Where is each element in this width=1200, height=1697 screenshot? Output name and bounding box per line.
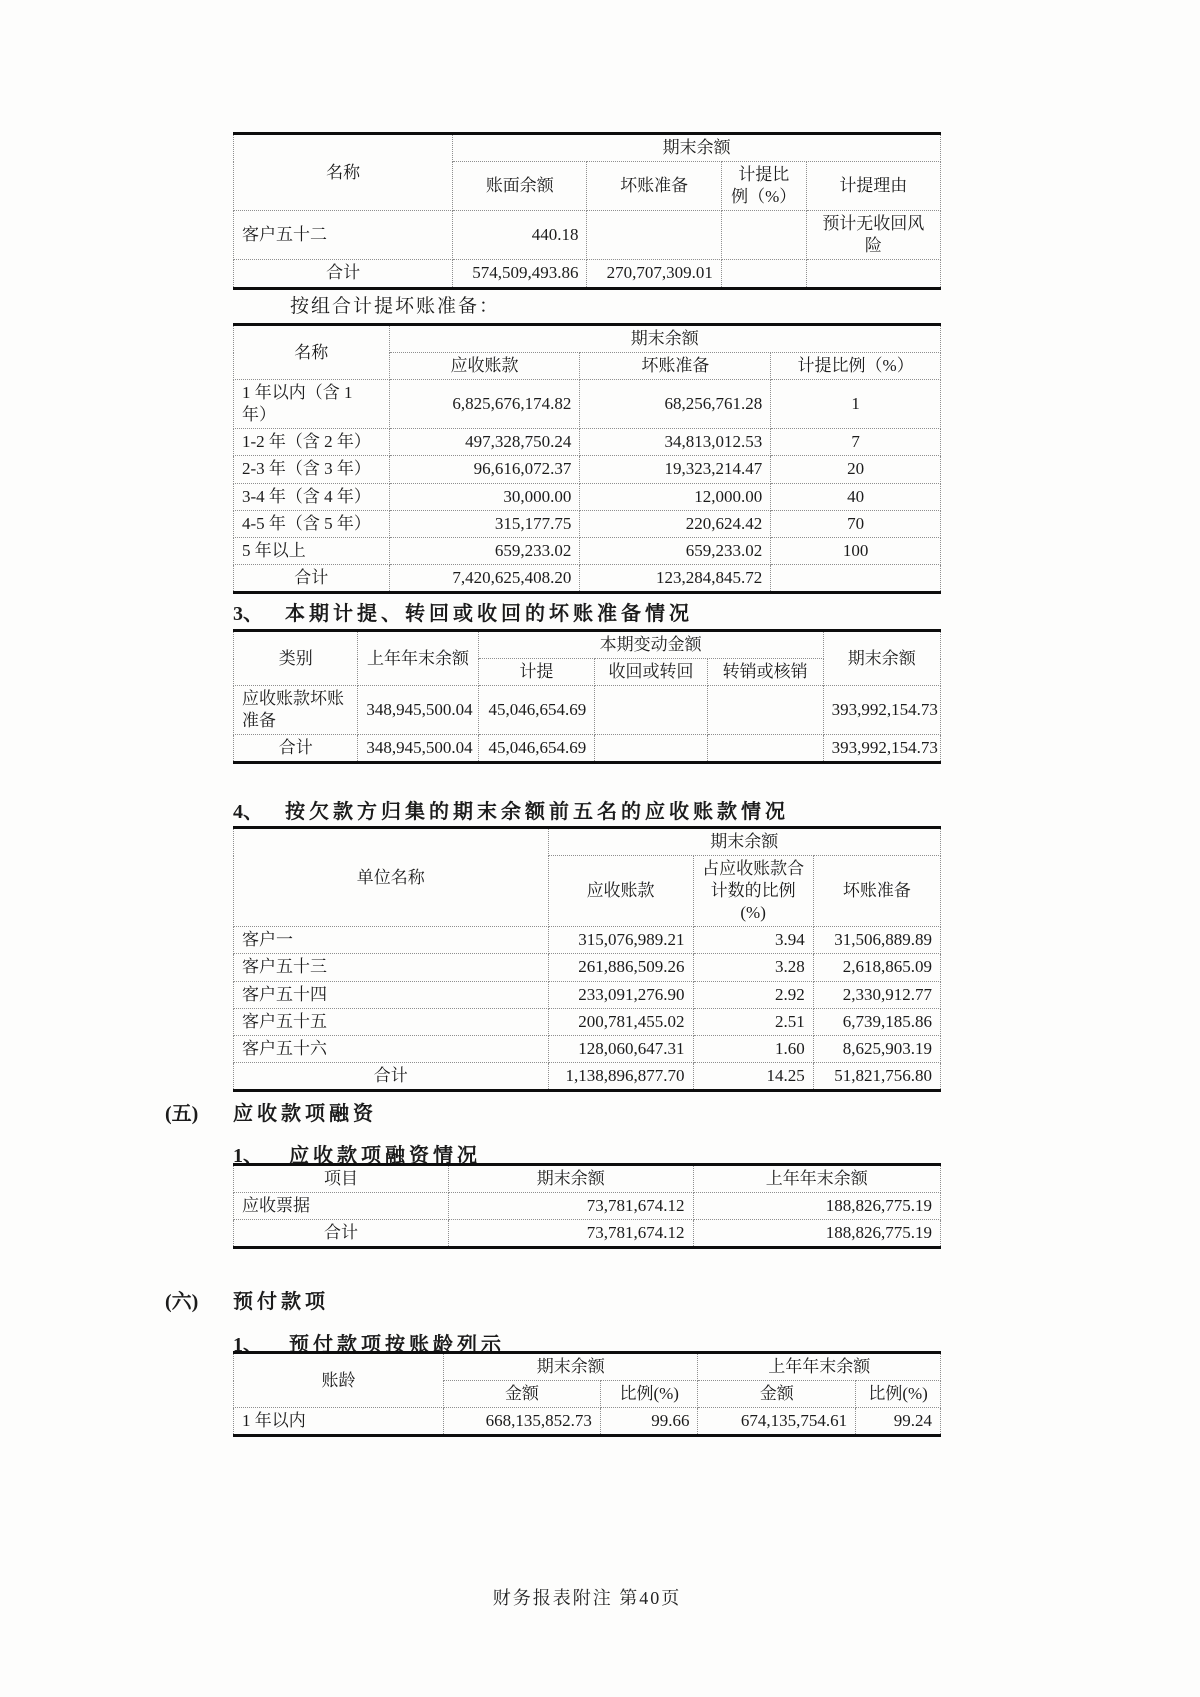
receivables-financing-table-wrapper	[233, 1163, 941, 1249]
prepayments-aging-table-wrapper	[233, 1351, 941, 1437]
col-header-company: 单位名称	[234, 828, 549, 927]
cell-aging: 1-2 年（含 2 年）	[234, 429, 390, 456]
cell-company: 客户五十五	[234, 1008, 549, 1035]
cell-company: 客户五十四	[234, 981, 549, 1008]
cell-accounts-receivable: 128,060,647.31	[548, 1035, 693, 1062]
total-row	[234, 260, 941, 288]
table-row	[234, 927, 941, 954]
section-3-number: 3、	[233, 603, 263, 625]
col-header-name: 名称	[234, 134, 453, 211]
provision-by-group-aging-table	[233, 323, 941, 594]
cell-ratio-of-total: 2.92	[693, 981, 813, 1008]
col-header-accrual: 计提	[478, 659, 595, 686]
cell-company: 客户五十三	[234, 954, 549, 981]
cell-amount-prev: 674,135,754.61	[698, 1408, 856, 1436]
col-header-ratio-of-total: 占应收账款合计数的比例(%)	[693, 856, 813, 927]
cell-writeoff	[707, 735, 823, 763]
table-row	[234, 380, 941, 429]
col-header-amount-prev: 金额	[698, 1381, 856, 1408]
table-row	[234, 1408, 941, 1436]
group-provision-intro: 按组合计提坏账准备：	[290, 296, 501, 317]
cell-accounts-receivable: 315,177.75	[389, 510, 580, 537]
table-row	[234, 211, 941, 260]
cell-category: 合计	[234, 735, 358, 763]
cell-bad-debt: 68,256,761.28	[580, 380, 771, 429]
col-header-aging: 账龄	[234, 1353, 444, 1408]
cell-provision-ratio: 40	[771, 483, 941, 510]
section-5-sub-title: 应收款项融资情况	[289, 1145, 481, 1167]
cell-provision-ratio: 100	[771, 537, 941, 564]
table-row	[234, 510, 941, 537]
col-group-period-end: 期末余额	[443, 1353, 698, 1381]
col-group-current-change: 本期变动金额	[478, 631, 823, 659]
col-header-bad-debt: 坏账准备	[813, 856, 940, 927]
col-header-period-end: 期末余额	[823, 631, 940, 686]
cell-bad-debt: 123,284,845.72	[580, 564, 771, 592]
cell-company: 合计	[234, 1062, 549, 1090]
cell-provision-ratio	[771, 564, 941, 592]
cell-company: 客户一	[234, 927, 549, 954]
col-group-period-end: 期末余额	[389, 325, 940, 353]
section-6-sub-title: 预付款项按账龄列示	[289, 1334, 505, 1356]
cell-aging: 1 年以内	[234, 1408, 444, 1436]
col-group-period-end: 期末余额	[548, 828, 940, 856]
cell-provision-ratio	[721, 211, 806, 260]
cell-aging: 4-5 年（含 5 年）	[234, 510, 390, 537]
table-row	[234, 429, 941, 456]
total-row	[234, 1062, 941, 1090]
section-4-title: 按欠款方归集的期末余额前五名的应收账款情况	[285, 801, 789, 823]
cell-ratio-of-total: 3.28	[693, 954, 813, 981]
cell-bad-debt: 6,739,185.86	[813, 1008, 940, 1035]
col-header-period-end: 期末余额	[448, 1165, 693, 1193]
cell-bad-debt: 8,625,903.19	[813, 1035, 940, 1062]
cell-ratio-end: 99.66	[600, 1408, 698, 1436]
cell-prev-year-end: 348,945,500.04	[358, 735, 478, 763]
total-row	[234, 735, 941, 763]
col-header-provision-ratio: 计提比例（%）	[721, 162, 806, 211]
cell-ratio-of-total: 1.60	[693, 1035, 813, 1062]
cell-company: 客户五十六	[234, 1035, 549, 1062]
col-header-provision-reason: 计提理由	[806, 162, 940, 211]
cell-prev-year-end: 188,826,775.19	[693, 1193, 940, 1220]
cell-bad-debt: 34,813,012.53	[580, 429, 771, 456]
cell-book-balance: 574,509,493.86	[453, 260, 587, 288]
table-row	[234, 483, 941, 510]
cell-category: 应收账款坏账准备	[234, 686, 358, 735]
section-3-heading	[233, 597, 693, 626]
provision-movement-table-wrapper	[233, 629, 941, 764]
section-4-heading	[233, 795, 789, 824]
cell-aging: 2-3 年（含 3 年）	[234, 456, 390, 483]
cell-accounts-receivable: 315,076,989.21	[548, 927, 693, 954]
cell-recover	[595, 686, 707, 735]
cell-writeoff	[707, 686, 823, 735]
cell-accrual: 45,046,654.69	[478, 735, 595, 763]
col-header-ratio-end: 比例(%)	[600, 1381, 698, 1408]
cell-bad-debt: 51,821,756.80	[813, 1062, 940, 1090]
table-row	[234, 1008, 941, 1035]
cell-accounts-receivable: 1,138,896,877.70	[548, 1062, 693, 1090]
cell-bad-debt: 31,506,889.89	[813, 927, 940, 954]
cell-aging: 合计	[234, 564, 390, 592]
section-5-number: (五)	[165, 1103, 199, 1125]
cell-provision-ratio: 7	[771, 429, 941, 456]
cell-aging: 5 年以上	[234, 537, 390, 564]
table-row	[234, 456, 941, 483]
section-6-sub-number: 1、	[233, 1334, 263, 1356]
table-row	[234, 1193, 941, 1220]
cell-period-end: 73,781,674.12	[448, 1220, 693, 1248]
cell-bad-debt: 12,000.00	[580, 483, 771, 510]
cell-accounts-receivable: 7,420,625,408.20	[389, 564, 580, 592]
cell-bad-debt: 19,323,214.47	[580, 456, 771, 483]
col-group-period-end: 期末余额	[453, 134, 941, 162]
cell-period-end: 393,992,154.73	[823, 686, 940, 735]
cell-accounts-receivable: 659,233.02	[389, 537, 580, 564]
cell-accrual: 45,046,654.69	[478, 686, 595, 735]
cell-provision-ratio: 20	[771, 456, 941, 483]
col-header-accounts-receivable: 应收账款	[548, 856, 693, 927]
cell-provision-ratio: 70	[771, 510, 941, 537]
cell-aging: 3-4 年（含 4 年）	[234, 483, 390, 510]
section-6-heading	[165, 1285, 329, 1314]
col-header-provision-ratio: 计提比例（%）	[771, 353, 941, 380]
cell-item: 合计	[234, 1220, 449, 1248]
col-group-prev-year-end: 上年年末余额	[698, 1353, 941, 1381]
page-footer: 财务报表附注 第40页	[492, 1588, 682, 1608]
cell-bad-debt: 270,707,309.01	[587, 260, 721, 288]
cell-accounts-receivable: 497,328,750.24	[389, 429, 580, 456]
col-header-prev-year-end: 上年年末余额	[693, 1165, 940, 1193]
cell-bad-debt: 659,233.02	[580, 537, 771, 564]
cell-amount-end: 668,135,852.73	[443, 1408, 600, 1436]
section-6-title: 预付款项	[233, 1291, 329, 1313]
receivables-financing-table	[233, 1163, 941, 1249]
table-row	[234, 954, 941, 981]
total-row	[234, 564, 941, 592]
prepayments-aging-table	[233, 1351, 941, 1437]
cell-ratio-of-total: 2.51	[693, 1008, 813, 1035]
cell-provision-ratio	[721, 260, 806, 288]
table-row	[234, 686, 941, 735]
provision-by-item-table	[233, 132, 941, 290]
table-row	[234, 537, 941, 564]
cell-provision-reason: 预计无收回风险	[806, 211, 940, 260]
cell-prev-year-end: 188,826,775.19	[693, 1220, 940, 1248]
cell-accounts-receivable: 200,781,455.02	[548, 1008, 693, 1035]
cell-name: 客户五十二	[234, 211, 453, 260]
provision-movement-table	[233, 629, 941, 764]
col-header-bad-debt: 坏账准备	[580, 353, 771, 380]
cell-bad-debt	[587, 211, 721, 260]
cell-bad-debt: 2,618,865.09	[813, 954, 940, 981]
cell-period-end: 393,992,154.73	[823, 735, 940, 763]
table-row	[234, 1035, 941, 1062]
cell-accounts-receivable: 96,616,072.37	[389, 456, 580, 483]
cell-accounts-receivable: 30,000.00	[389, 483, 580, 510]
cell-provision-reason	[806, 260, 940, 288]
cell-recover	[595, 735, 707, 763]
table-row	[234, 981, 941, 1008]
section-6-number: (六)	[165, 1291, 199, 1313]
header-row	[234, 631, 941, 659]
header-row	[234, 828, 941, 856]
col-header-writeoff: 转销或核销	[707, 659, 823, 686]
header-row	[234, 325, 941, 353]
section-5-title: 应收款项融资	[233, 1103, 377, 1125]
col-header-category: 类别	[234, 631, 358, 686]
cell-accounts-receivable: 233,091,276.90	[548, 981, 693, 1008]
col-header-amount-end: 金额	[443, 1381, 600, 1408]
cell-name: 合计	[234, 260, 453, 288]
section-3-title: 本期计提、转回或收回的坏账准备情况	[285, 603, 693, 625]
header-row	[234, 134, 941, 162]
col-header-item: 项目	[234, 1165, 449, 1193]
cell-prev-year-end: 348,945,500.04	[358, 686, 478, 735]
total-row	[234, 1220, 941, 1248]
cell-provision-ratio: 1	[771, 380, 941, 429]
cell-ratio-prev: 99.24	[856, 1408, 941, 1436]
section-4-number: 4、	[233, 801, 263, 823]
cell-bad-debt: 220,624.42	[580, 510, 771, 537]
col-header-ratio-prev: 比例(%)	[856, 1381, 941, 1408]
header-row	[234, 1165, 941, 1193]
cell-book-balance: 440.18	[453, 211, 587, 260]
cell-item: 应收票据	[234, 1193, 449, 1220]
col-header-bad-debt: 坏账准备	[587, 162, 721, 211]
top-five-receivables-table-wrapper	[233, 826, 941, 1092]
col-header-prev-year-end: 上年年末余额	[358, 631, 478, 686]
col-header-name: 名称	[234, 325, 390, 380]
cell-ratio-of-total: 14.25	[693, 1062, 813, 1090]
cell-bad-debt: 2,330,912.77	[813, 981, 940, 1008]
cell-accounts-receivable: 261,886,509.26	[548, 954, 693, 981]
top-five-receivables-table	[233, 826, 941, 1092]
col-header-accounts-receivable: 应收账款	[389, 353, 580, 380]
cell-period-end: 73,781,674.12	[448, 1193, 693, 1220]
cell-ratio-of-total: 3.94	[693, 927, 813, 954]
cell-aging: 1 年以内（含 1 年）	[234, 380, 390, 429]
provision-by-item-table-wrapper	[233, 132, 941, 290]
header-row	[234, 1353, 941, 1381]
col-header-recover: 收回或转回	[595, 659, 707, 686]
col-header-book-balance: 账面余额	[453, 162, 587, 211]
provision-by-group-table-wrapper	[233, 323, 941, 594]
cell-accounts-receivable: 6,825,676,174.82	[389, 380, 580, 429]
section-5-heading	[165, 1097, 377, 1126]
section-5-sub-number: 1、	[233, 1145, 263, 1167]
